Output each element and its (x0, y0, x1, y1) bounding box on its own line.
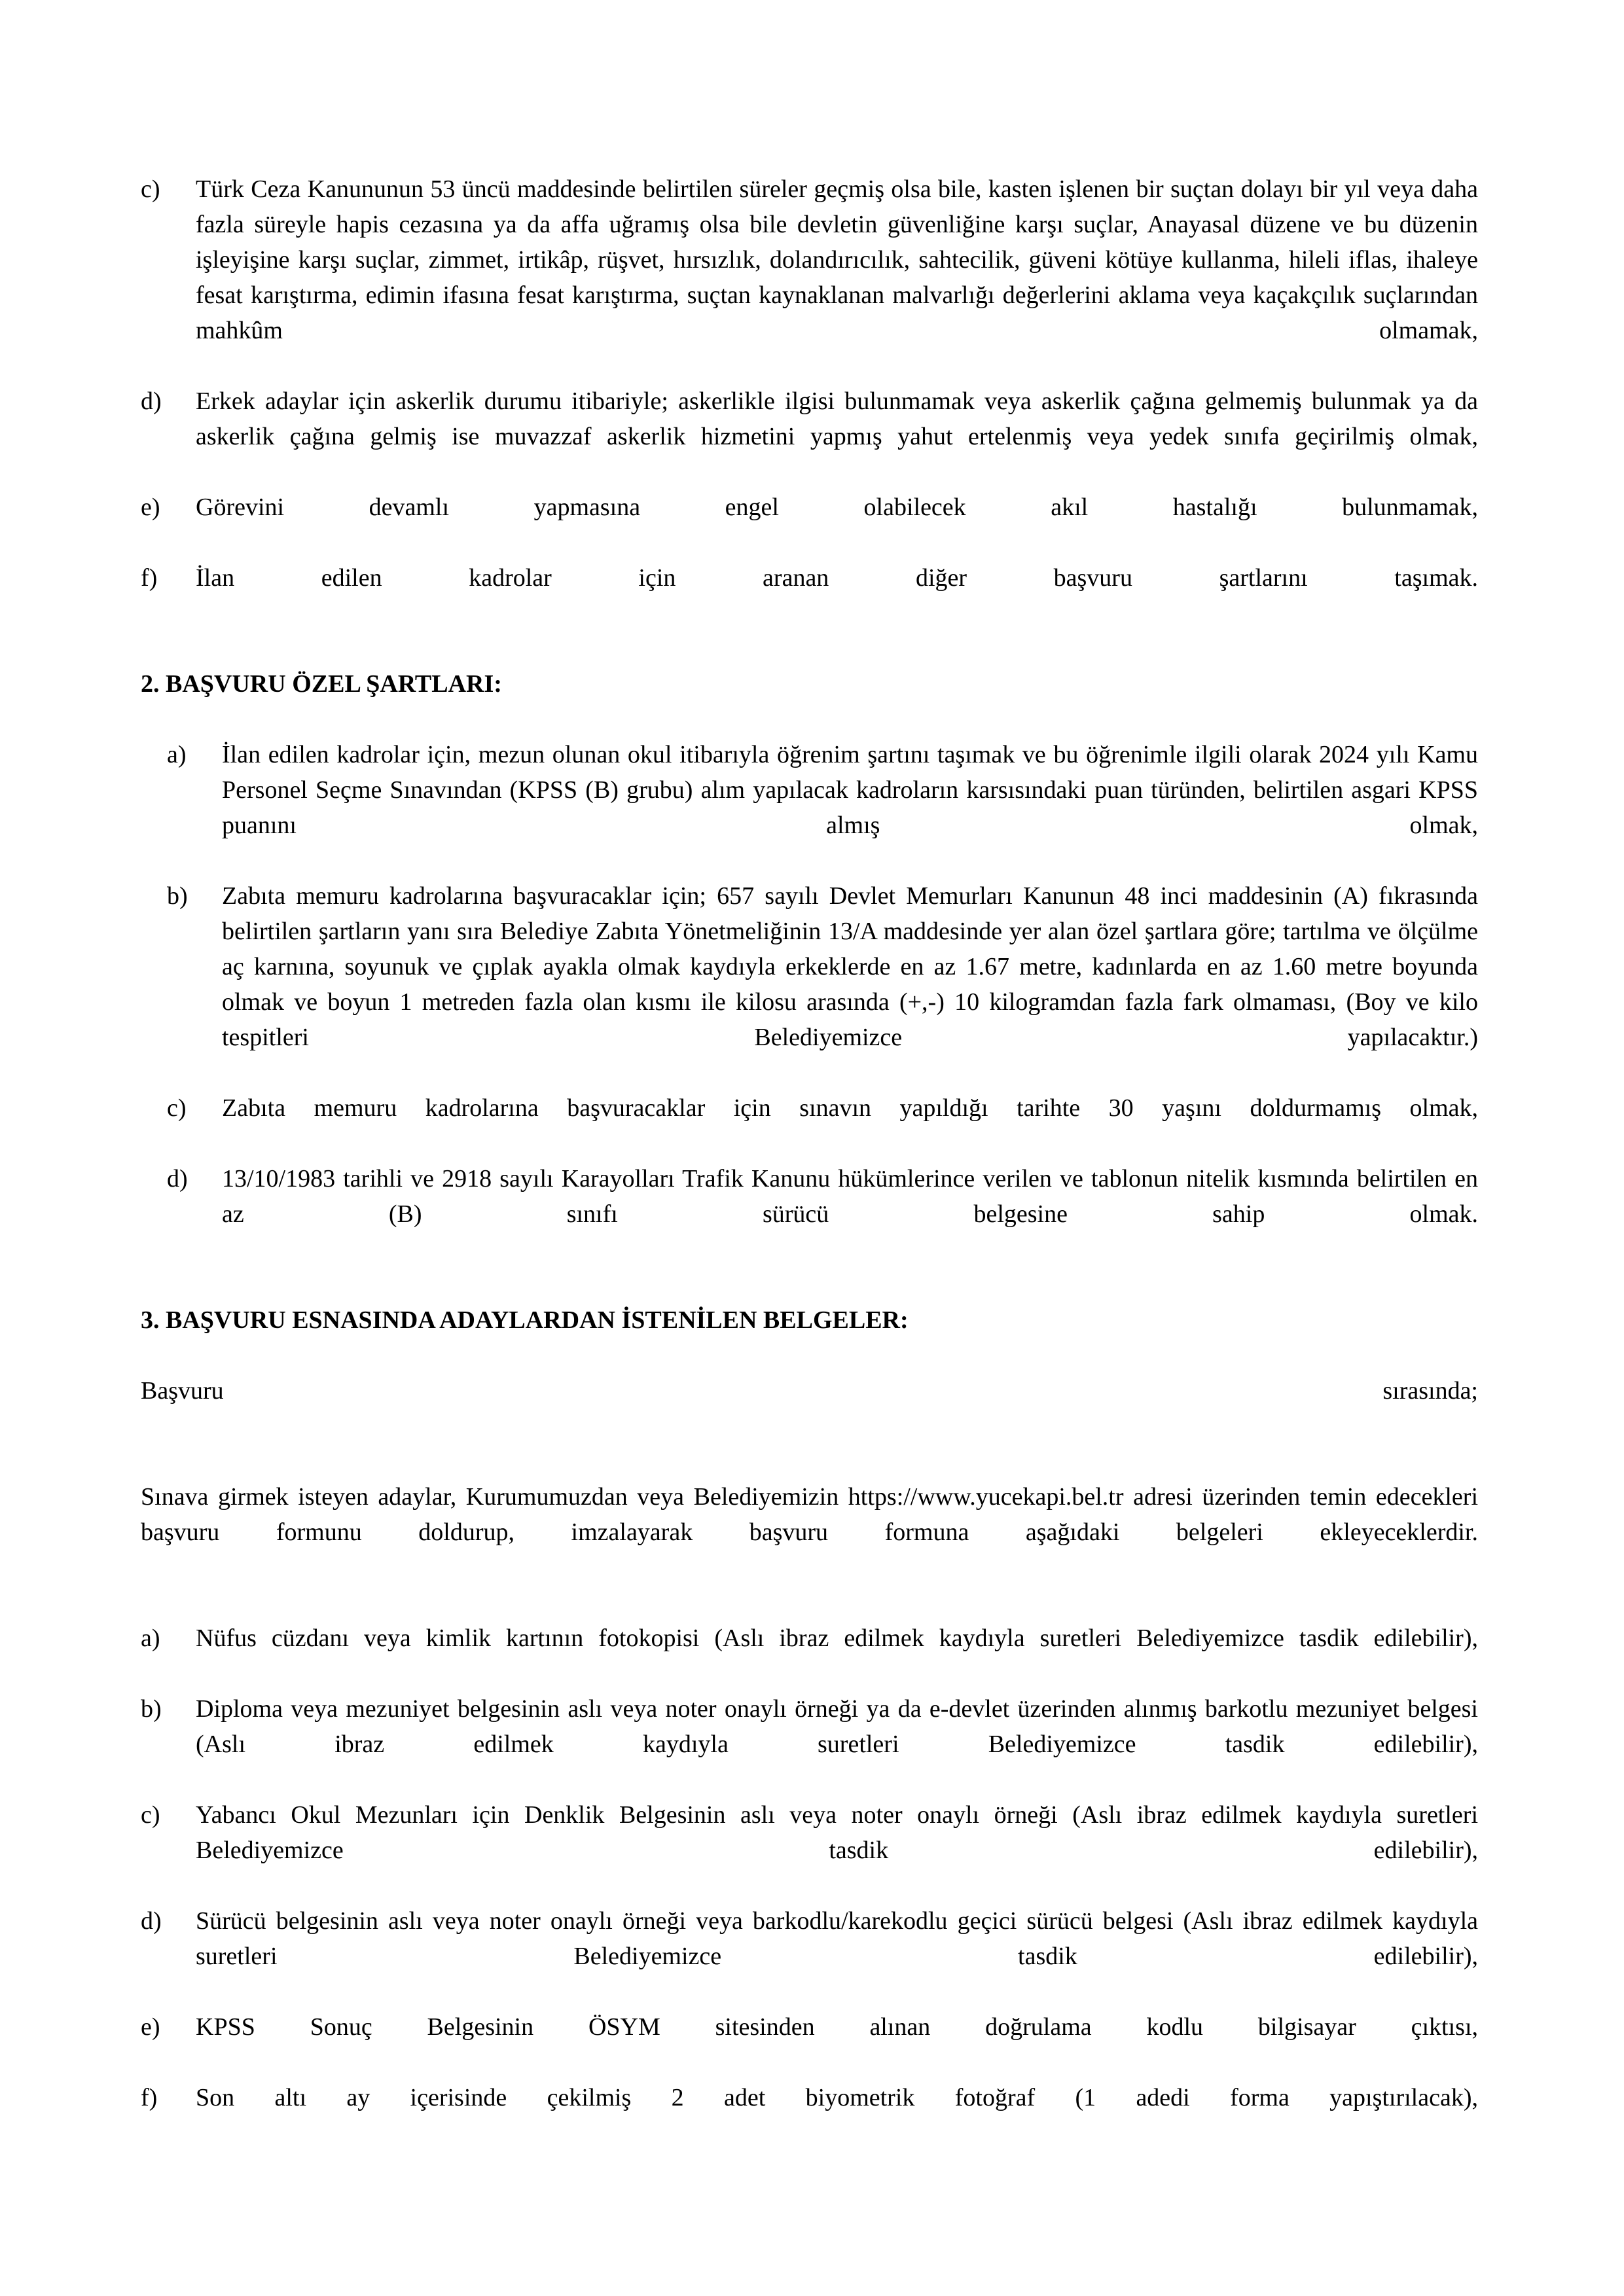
list-item-text: Zabıta memuru kadrolarına başvuracaklar için; 657 sayılı Devlet Memurları Kanunun 48 inci maddesinin (A) fıkrasında belirtilen şartların yanı sıra Belediye Zabıta Yönetmeliğinin 13/A maddesinde yer alan özel şartlara göre; tartılma ve ölçülme aç karnına, soyunuk ve çıplak ayakla olmak kaydıyla erkeklerde en az 1.67 metre, kadınlarda en az 1.60 metre boyunda olmak ve boyun 1 metreden fazla olan kısmı ile kilosu arasında (+,-) 10 kilogramdan fazla fark olmaması, (Boy ve kilo tespitleri Belediyemizce yapılacaktır.) (222, 882, 1478, 1051)
list-marker: c) (141, 1801, 160, 1829)
list-item-text: Son altı ay içerisinde çekilmiş 2 adet biyometrik fotoğraf (1 adedi forma yapıştırılacak), (196, 2084, 1478, 2111)
list-marker: b) (167, 882, 188, 910)
section-2-heading: 2. BAŞVURU ÖZEL ŞARTLARI: (141, 670, 502, 698)
list-item-text: Zabıta memuru kadrolarına başvuracaklar için sınavın yapıldığı tarihte 30 yaşını doldurmamış olmak, (222, 1094, 1478, 1122)
list-marker: a) (141, 1624, 160, 1652)
list-item-text: Diploma veya mezuniyet belgesinin aslı veya noter onaylı örneği ya da e-devlet üzerinden alınmış barkotlu mezuniyet belgesi (Aslı ibraz edilmek kaydıyla suretleri Belediyemizce tasdik edilebilir), (196, 1695, 1478, 1758)
required-documents-list (141, 1621, 1478, 2151)
list-item-text: KPSS Sonuç Belgesinin ÖSYM sitesinden alınan doğrulama kodlu bilgisayar çıktısı, (196, 2013, 1478, 2041)
list-item (141, 1903, 1478, 2009)
list-item-text: Görevini devamlı yapmasına engel olabilecek akıl hastalığı bulunmamak, (196, 493, 1478, 521)
section-3-intro-line: Başvuru sırasında; (141, 1377, 1478, 1405)
list-item (141, 384, 1478, 490)
list-item-text: 13/10/1983 tarihli ve 2918 sayılı Karayolları Trafik Kanunu hükümlerince verilen ve tablonun nitelik kısmında belirtilen en az (B) sınıfı sürücü belgesine sahip olmak. (222, 1165, 1478, 1228)
list-item (167, 1161, 1478, 1267)
list-item (141, 1621, 1478, 1691)
list-item (167, 1090, 1478, 1161)
list-marker: d) (167, 1165, 188, 1193)
list-item-text: Erkek adaylar için askerlik durumu itibariyle; askerlikle ilgisi bulunmamak veya askerlik çağına gelmemiş bulunmak ya da askerlik çağına gelmiş ise muvazzaf askerlik hizmetini yapmış yahut ertelenmiş veya yedek sınıfa geçirilmiş olmak, (196, 387, 1478, 450)
section-3-heading: 3. BAŞVURU ESNASINDA ADAYLARDAN İSTENİLEN BELGELER: (141, 1306, 909, 1334)
list-item-text: Yabancı Okul Mezunları için Denklik Belgesinin aslı veya noter onaylı örneği (Aslı ibraz edilmek kaydıyla suretleri Belediyemizce tasdik edilebilir), (196, 1801, 1478, 1864)
list-marker: c) (141, 175, 160, 203)
list-marker: f) (141, 2084, 158, 2111)
list-marker: a) (167, 741, 187, 768)
list-item-text: İlan edilen kadrolar için aranan diğer başvuru şartlarını taşımak. (196, 564, 1478, 592)
list-item (141, 171, 1478, 384)
list-item (141, 490, 1478, 560)
page-content (141, 0, 1478, 2151)
list-item-text: Nüfus cüzdanı veya kimlik kartının fotokopisi (Aslı ibraz edilmek kaydıyla suretleri Belediyemizce tasdik edilebilir), (196, 1624, 1478, 1652)
list-item (141, 560, 1478, 631)
list-item (141, 1797, 1478, 1903)
general-conditions-list (141, 171, 1478, 631)
list-item-text: İlan edilen kadrolar için, mezun olunan okul itibarıyla öğrenim şartını taşımak ve bu öğrenimle ilgili olarak 2024 yılı Kamu Personel Seçme Sınavından (KPSS (B) grubu) alım yapılacak kadroların karsısındaki puan türünden, belirtilen asgari KPSS puanını almış olmak, (222, 741, 1478, 839)
section-3-intro-paragraph: Sınava girmek isteyen adaylar, Kurumumuzdan veya Belediyemizin https://www.yucekapi.bel.tr adresi üzerinden temin edecekleri başvuru formunu doldurup, imzalayarak başvuru formuna aşağıdaki belgeleri ekleyeceklerdir. (141, 1483, 1478, 1546)
list-item (141, 2009, 1478, 2080)
list-item (141, 2080, 1478, 2151)
list-marker: f) (141, 564, 158, 592)
list-marker: e) (141, 2013, 160, 2041)
list-marker: e) (141, 493, 160, 521)
list-item-text: Türk Ceza Kanununun 53 üncü maddesinde belirtilen süreler geçmiş olsa bile, kasten işlenen bir suçtan dolayı bir yıl veya daha fazla süreyle hapis cezasına ya da affa uğramış olsa bile devletin güvenliğine karşı suçlar, Anayasal düzene ve bu düzenin işleyişine karşı suçlar, zimmet, irtikâp, rüşvet, hırsızlık, dolandırıcılık, sahtecilik, güveni kötüye kullanma, hileli iflas, ihaleye fesat karıştırma, edimin ifasına fesat karıştırma, suçtan kaynaklanan malvarlığı değerlerini aklama veya kaçakçılık suçlarından mahkûm olmamak, (196, 175, 1478, 344)
list-item (167, 737, 1478, 878)
special-conditions-list (167, 737, 1478, 1267)
list-item (141, 1691, 1478, 1797)
list-marker: d) (141, 1907, 162, 1935)
list-item-text: Sürücü belgesinin aslı veya noter onaylı örneği veya barkodlu/karekodlu geçici sürücü belgesi (Aslı ibraz edilmek kaydıyla suretleri Belediyemizce tasdik edilebilir), (196, 1907, 1478, 1970)
list-marker: b) (141, 1695, 162, 1723)
list-item (167, 878, 1478, 1090)
list-marker: c) (167, 1094, 187, 1122)
list-marker: d) (141, 387, 162, 415)
